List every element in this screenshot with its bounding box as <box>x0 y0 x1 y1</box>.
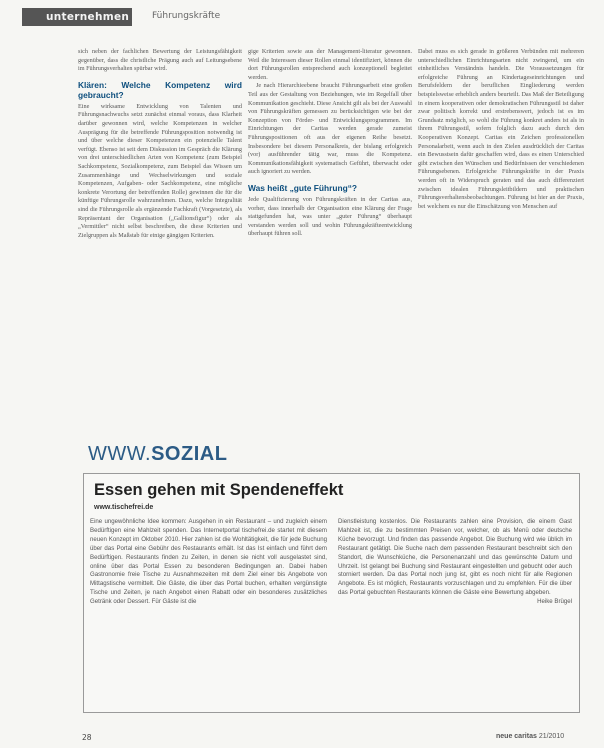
magazine-name: neue caritas <box>496 733 537 740</box>
box-paragraph: Dienstleistung kostenlos. Die Restaurants zahlen eine Provision, die einem Gast Mahlzeit ist, die zu bestimmten Preisen vor, welcher, ob als Menü oder deutsche Küche bevorzugt. Und finden das passende Angebot. Die Buchung wird wie üblich im Restaurant getätigt. Die Suche nach dem passenden Restaurant beschreibt sich den Standort, die Wunschküche, die Personenanzahl und das gewünschte Datum und Uhrzeit. Ist gelangt bei Buchung sind Restaurant eingestellten und gebucht oder auch storniert werden. Da das Portal noch jung ist, gibt es noch nicht für alle Regionen Angebote. Es ist möglich, Restaurants vorzuschlagen und zu empfehlen. Für die über das Portal gebuchten Restaurants können die Gäste eine Bewertung abgeben. <box>338 518 572 597</box>
box-column-1: Eine ungewöhnliche Idee kommen: Ausgehen in ein Restaurant – und zugleich einem Bedürftigen eine Mahlzeit spenden. Das Internetportal tischefrei.de startet mit diesem neuen Konzept im Oktober 2010. Hier zahlen ist die Wohltätigkeit, die für jede Buchung über das Portal eine Gebühr des Restaurants erhält. Ist das Ist einfach und führt dem Bedürftigen. Restaurants finden zu Zeiten, in denen sie nicht voll ausgelastet sind, online über das Portal Essen zu besonderen Bedingungen an. Dabei haben Gastronomie freie Tische zu Ausnahmezeiten mit dem Ziel einer bis Angebote von Mittagstische vermittelt. Die Gäste, die über das Portal buchen, erhalten vergünstigte Tische und Zeiten, je nach Angebot einen Rabatt oder ein besonderes zusätzliches Getränk oder Dessert. Für Gäste ist die <box>90 518 327 606</box>
subsection-label: Führungskräfte <box>152 11 221 21</box>
paragraph: Jede Qualifizierung von Führungskräften in der Caritas aus, vorher, dass innerhalb der Organisation eine Klärung der Frage stattgefunden hat, was unter „guter Führung“ überhaupt verstanden werden soll und wohin Führungskräfteentwicklung überhaupt führen soll. <box>248 195 412 238</box>
box-url-link[interactable]: www.tischefrei.de <box>94 504 154 511</box>
article-column-3 <box>418 48 584 211</box>
box-column-2 <box>338 518 572 607</box>
paragraph: Eine wirksame Entwicklung von Talenten und Führungsnachwuchs setzt zunächst einmal voraus, dass Klarheit darüber gewonnen wird, welche Kompetenzen in welcher Ausprägung für die betreffende Führungsposition notwendig ist und über welche dieser Kompetenzen ein potenzielle Talent verfügt. Ebenso ist seit dem Diskussion im Gespräch die Klärung von drei unterschiedlichen Arten von Kompetenz (zum Beispiel Sachkompetenz, Sozialkompetenz, zum Beispiel das Wissen um Zusammenhänge und Wechselwirkungen und soziale Kompetenzen, Aufgaben- oder Sachkompetenz, eine mögliche konkrete Verortung der betreffenden Rolle) gewinnen die für die künftige Führungsrolle wahrzunehmen. Dazu, welche Integralität sind die Führungsrolle als ergänzende Fachkraft (Vorgesetzte), als Repräsentant der Organisation („Gallionsfigur“) oder als „Vermittler“ nicht selbst beschreiben, die diese Kriterien und Zielgruppen als Maßstab für einige gängigen Kriterien. <box>78 102 242 239</box>
article-column-2 <box>248 48 412 239</box>
www-sozial-logo <box>88 443 227 466</box>
logo-suffix: SOZIAL <box>151 443 228 465</box>
footer-magazine <box>496 733 564 740</box>
box-title: Essen gehen mit Spendeneffekt <box>94 481 344 499</box>
paragraph: Je nach Hierarchieebene braucht Führungsarbeit eine großen Teil aus der Gestaltung von Beziehungen, wie im Regelfall über Kommunikation geschieht. Diese Ansicht gilt als bei der Auswahl von Führungskräften gemessen zu berücksichtigen wie bei der Konzeption von Förder- und Entwicklungsprogrammen. Im Einrichtungen der Caritas werden gerade zumeist Führungspositionen oft aus der eigenen Reihe besetzt. Insbesondere bei diesem Personalkreis, der bislang erfolgreich (vor) ausführender tätig war, muss die Kompetenz. Kommunikationsfähigkeit systematisch Geführt, überwacht oder auch ignoriert zu werden. <box>248 82 412 176</box>
heading-gute-fuehrung: Was heißt „gute Führung“? <box>248 182 358 193</box>
logo-prefix: WWW. <box>88 443 152 465</box>
section-label: unternehmen <box>46 11 130 23</box>
box-author: Heike Brügel <box>537 598 572 606</box>
article-column-1 <box>78 48 242 240</box>
info-box <box>83 473 580 713</box>
paragraph: Dabei muss es sich gerade in größeren Verbünden mit mehreren unterschiedlichen Einrichtungsarten nicht zwingend, um ein einheitliches Verständnis handeln. Die Voraussetzungen für erfolgreiche Führung an Kindertageseinrichtungen und Berufsfeldern der beruflichen Eingliederung werden beispielsweise erheblich anders beurteilt. Das Maß der Beteiligung in einem kooperativen oder demokratischen Führungsstil ist daher zwar politisch korrekt und erstrebenswert, jedoch ist es im Grundsatz möglich, so wohl die Führung konkret anders ist als in ihrem Führungsstil, sofern folglich dazu auch durch den Kooperativen Konzept. Caritas ein Zeichen professionellen Personalarbeit, wenn auch in den Zielen ausdrücklich der Caritas ein Bewusstsein dafür geschaffen wird, dass es einen Unterschied gibt zwischen den Wünschen und Bedürfnissen der verschiedenen Führungsebenen. Erfolgreiche Führungskräfte in der Praxis werden oft in Widerspruch geraten und das auch differenziert zwischen idealen Führungsleitbildern und praktischen Führungsverhaltensbeobachtungen. Führung ist hier an der Praxis, bei welchem es nur die Einschätzung von Menschen auf <box>418 48 584 210</box>
heading-kompetenz: Klären: Welche Kompetenz wird gebraucht? <box>78 79 242 100</box>
section-tab <box>22 8 132 26</box>
paragraph: sich neben der fachlichen Bewertung der Leistungsfähigkeit gegenüber, dass die christliche Prägung auch auf Leitungsebene im Führungsverhalten spürbar wird. <box>78 48 242 73</box>
issue-number: 21/2010 <box>538 733 565 740</box>
page-number: 28 <box>82 733 92 742</box>
paragraph: gige Kriterien sowie aus der Management-literatur gewonnen. Weil die Interessen dieser Rollen einmal identifiziert, können die dort Führungsrollen entsprechend auch konzeptionell begleitet werden. <box>248 48 412 81</box>
